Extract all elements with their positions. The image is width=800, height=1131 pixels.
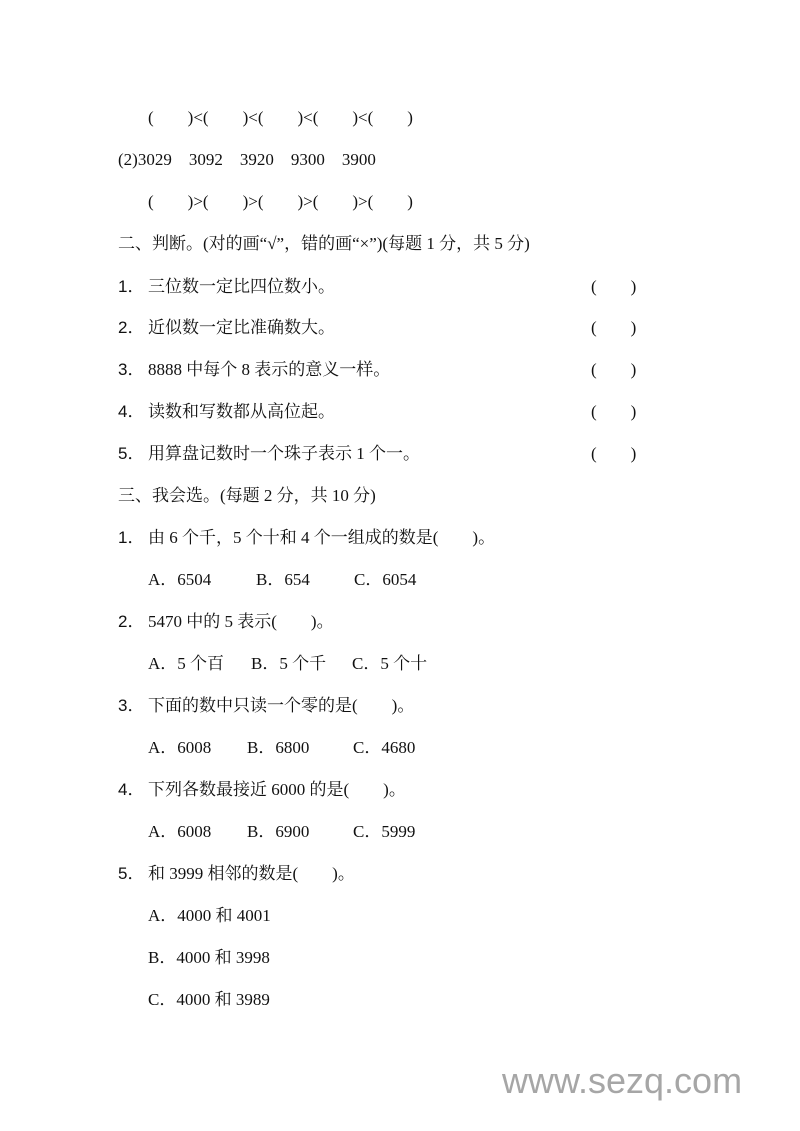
option-c[interactable]: C．4000 和 3989 [148,990,270,1009]
judge-item-number: 2． [118,318,145,337]
judge-item-text: 三位数一定比四位数小。 [148,277,335,296]
option-c[interactable]: C．5999 [353,822,416,841]
section2-title: 二、判断。(对的画“√”，错的画“×”)(每题 1 分，共 5 分) [118,234,530,253]
option-a[interactable]: A．6008 [148,738,212,757]
answer-blank[interactable]: ( ) [591,444,637,463]
option-b[interactable]: B．6900 [247,822,310,841]
judge-item-text: 8888 中每个 8 表示的意义一样。 [148,360,391,379]
option-a[interactable]: A．6008 [148,822,212,841]
section3-title: 三、我会选。(每题 2 分，共 10 分) [118,486,376,505]
judge-item-number: 5． [118,444,145,463]
judge-item-number: 3． [118,360,145,379]
option-c[interactable]: C．6054 [354,570,417,589]
judge-item-number: 1． [118,277,145,296]
option-a[interactable]: A．4000 和 4001 [148,906,271,925]
option-a[interactable]: A．5 个百 [148,654,225,673]
answer-blank[interactable]: ( ) [591,402,637,421]
judge-item-text: 用算盘记数时一个珠子表示 1 个一。 [148,444,420,463]
question-number: 2． [118,612,145,631]
option-a[interactable]: A．6504 [148,570,212,589]
question-text: 和 3999 相邻的数是( )。 [148,864,355,883]
option-b[interactable]: B．4000 和 3998 [148,948,270,967]
question-text: 下面的数中只读一个零的是( )。 [148,696,415,715]
compare-row-less-than: ( )<( )<( )<( )<( ) [148,108,413,127]
watermark: www.sezq.com [502,1060,743,1101]
answer-blank[interactable]: ( ) [591,360,637,379]
judge-item-text: 近似数一定比准确数大。 [148,318,335,337]
option-b[interactable]: B．654 [256,570,310,589]
question-text: 5470 中的 5 表示( )。 [148,612,334,631]
option-b[interactable]: B．5 个千 [251,654,327,673]
option-c[interactable]: C．4680 [353,738,416,757]
answer-blank[interactable]: ( ) [591,277,637,296]
question-number: 5． [118,864,145,883]
option-b[interactable]: B．6800 [247,738,310,757]
question-text: 下列各数最接近 6000 的是( )。 [148,780,406,799]
question-number: 3． [118,696,145,715]
judge-item-text: 读数和写数都从高位起。 [148,402,335,421]
compare-part2-numbers: (2)3029 3092 3920 9300 3900 [118,150,376,169]
judge-item-number: 4． [118,402,145,421]
option-c[interactable]: C．5 个十 [352,654,428,673]
compare-row-greater-than: ( )>( )>( )>( )>( ) [148,192,413,211]
answer-blank[interactable]: ( ) [591,318,637,337]
question-text: 由 6 个千，5 个十和 4 个一组成的数是( )。 [148,528,496,547]
question-number: 4． [118,780,145,799]
question-number: 1． [118,528,145,547]
